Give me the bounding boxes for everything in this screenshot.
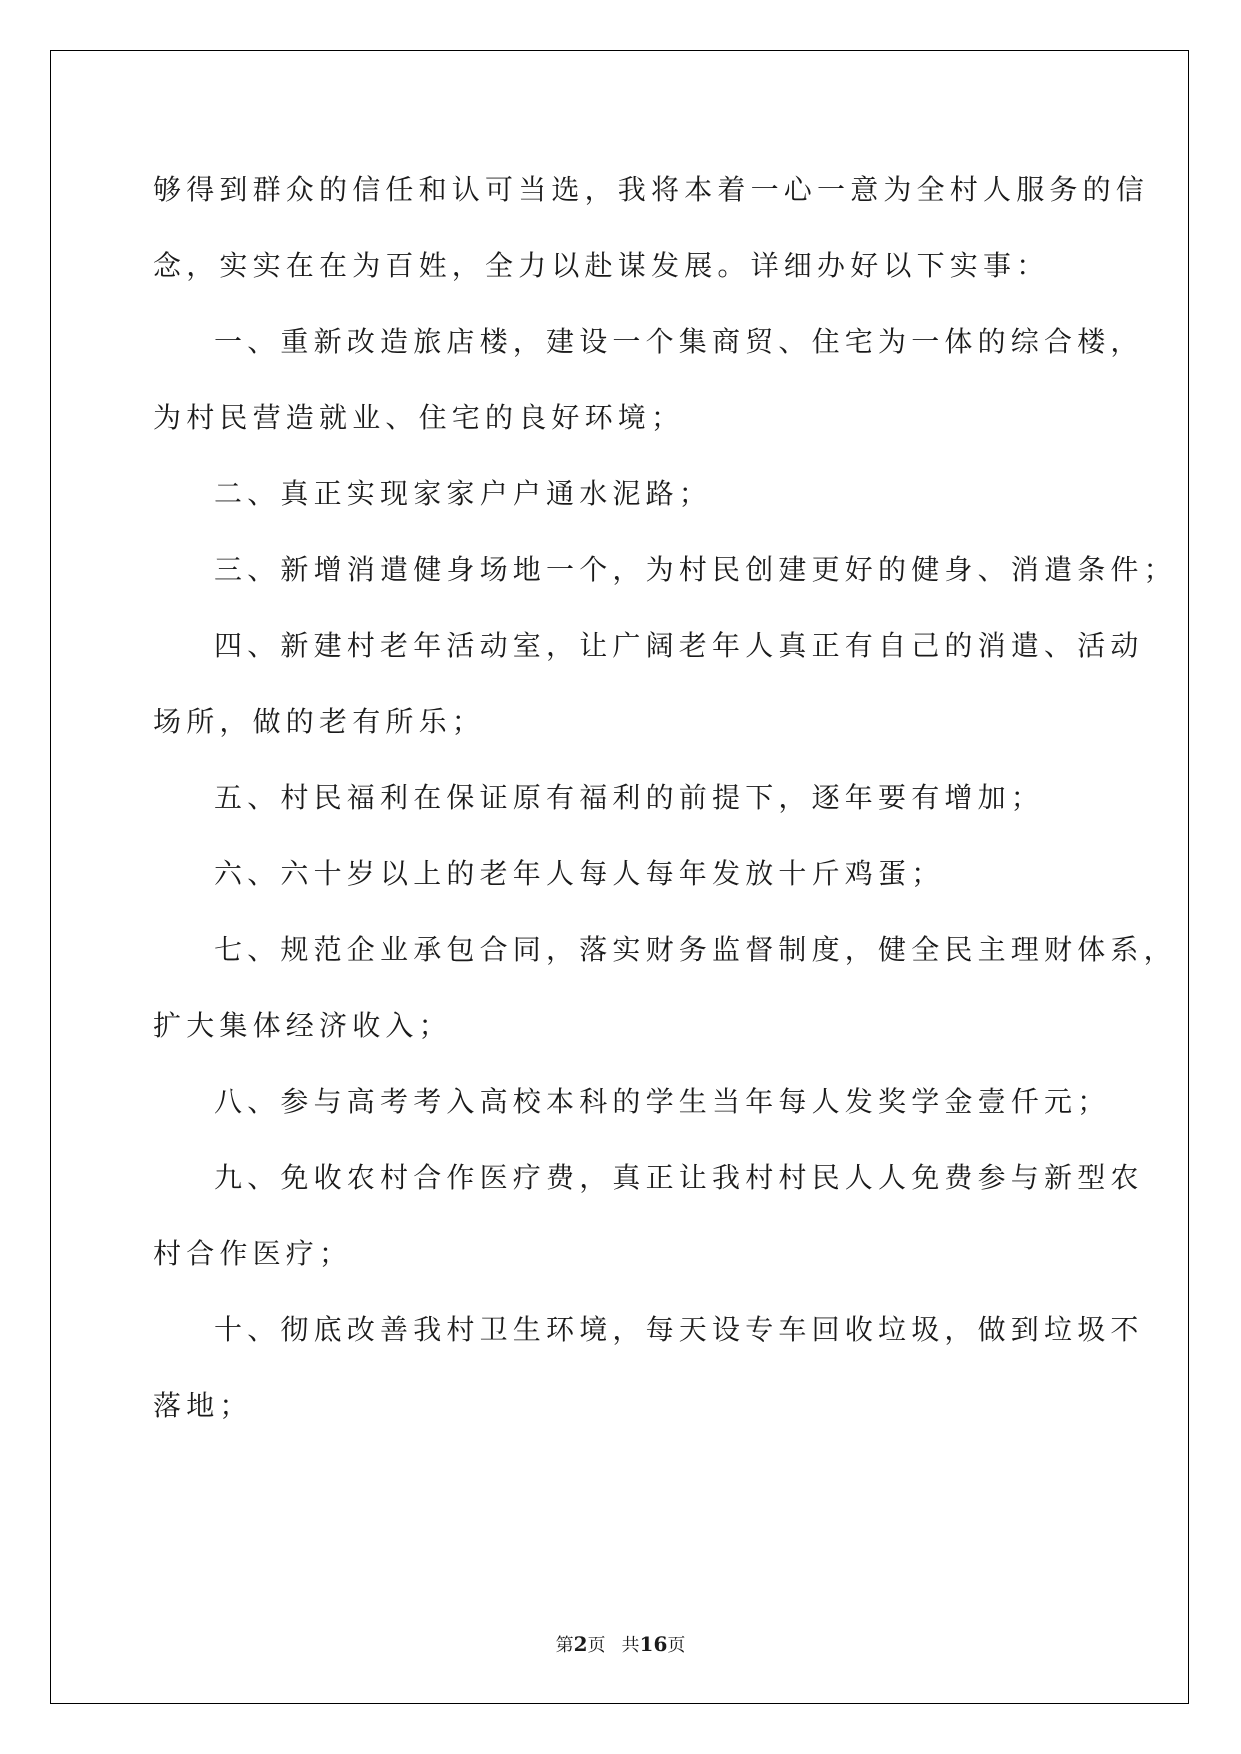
list-item-3-line: 三、新增消遣健身场地一个，为村民创建更好的健身、消遣条件；	[214, 553, 1177, 586]
list-item-1-line: 一、重新改造旅店楼，建设一个集商贸、住宅为一体的综合楼，	[214, 325, 1144, 358]
list-item-10-line: 落地；	[153, 1389, 253, 1422]
total-pages: 16	[639, 1632, 668, 1656]
list-item-7-line: 七、规范企业承包合同，落实财务监督制度，健全民主理财体系，	[214, 933, 1177, 966]
list-item-9-line: 村合作医疗；	[153, 1237, 353, 1270]
list-item-6-line: 六、六十岁以上的老年人每人每年发放十斤鸡蛋；	[214, 857, 945, 890]
page-suffix: 页	[587, 1635, 606, 1656]
total-suffix: 页	[667, 1635, 686, 1656]
page-number: 2	[573, 1632, 588, 1656]
page-prefix: 第	[555, 1635, 574, 1656]
list-item-10-line: 十、彻底改善我村卫生环境，每天设专车回收垃圾，做到垃圾不	[214, 1313, 1144, 1346]
list-item-2-line: 二、真正实现家家户户通水泥路；	[214, 477, 713, 510]
list-item-5-line: 五、村民福利在保证原有福利的前提下，逐年要有增加；	[214, 781, 1045, 814]
page-footer	[0, 1632, 1241, 1658]
list-item-8-line: 八、参与高考考入高校本科的学生当年每人发奖学金壹仟元；	[214, 1085, 1111, 1118]
list-item-4-line: 四、新建村老年活动室，让广阔老年人真正有自己的消遣、活动	[214, 629, 1144, 662]
paragraph-line: 念，实实在在为百姓，全力以赴谋发展。详细办好以下实事：	[153, 249, 1050, 282]
list-item-9-line: 九、免收农村合作医疗费，真正让我村村民人人免费参与新型农	[214, 1161, 1144, 1194]
total-prefix: 共	[621, 1635, 640, 1656]
list-item-4-line: 场所，做的老有所乐；	[153, 705, 486, 738]
paragraph-line: 够得到群众的信任和认可当选，我将本着一心一意为全村人服务的信	[153, 173, 1150, 206]
list-item-1-line: 为村民营造就业、住宅的良好环境；	[153, 401, 685, 434]
list-item-7-line: 扩大集体经济收入；	[153, 1009, 452, 1042]
